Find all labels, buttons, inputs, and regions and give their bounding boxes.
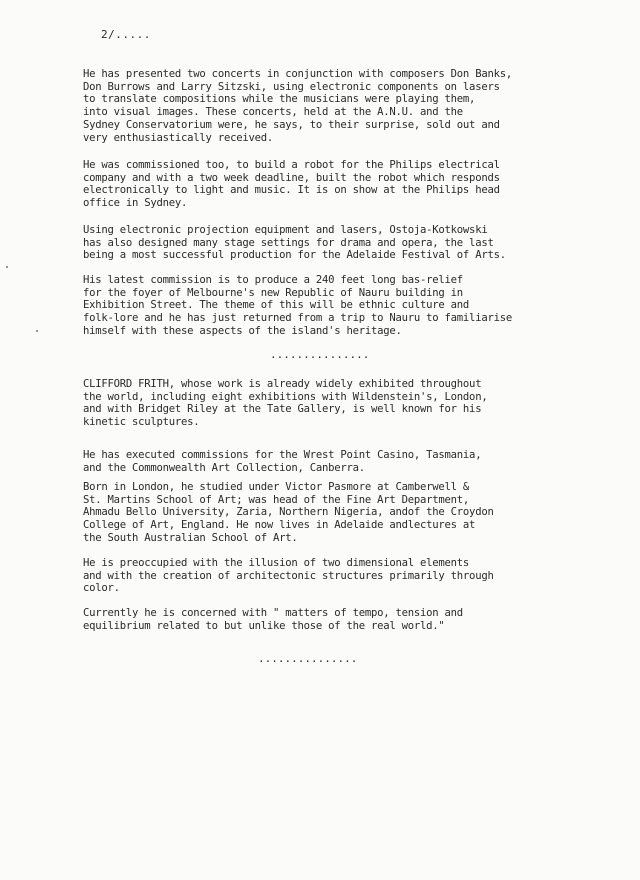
paragraph-biography: Born in London, he studied under Victor Pasmore at Camberwell & St. Martins School of Art; was head of the Fine Art Department, Ahmadu Bello University, Zaria, Northern Nigeria, andof the Croydon College of Art, England. He now lives in Adelaide andlectures at the South Australian School of Art.	[83, 481, 494, 544]
paragraph-preoccupation: He is preoccupied with the illusion of two dimensional elements and with the creation of architectonic structures primarily through color.	[83, 557, 494, 595]
section-separator: ...............	[270, 348, 370, 361]
closing-separator: ...............	[258, 652, 358, 665]
page-number: 2/.....	[101, 28, 151, 41]
paragraph-stage-settings: Using electronic projection equipment and lasers, Ostoja-Kotkowski has also designed many stage settings for drama and opera, the last being a most successful production for the Adelaide Festival of Arts.	[83, 224, 506, 262]
paragraph-current-concerns: Currently he is concerned with " matters of tempo, tension and equilibrium related to but unlike those of the real world."	[83, 607, 463, 632]
paragraph-clifford-frith: CLIFFORD FRITH, whose work is already widely exhibited throughout the world, including eight exhibitions with Wildenstein's, London, and with Bridget Riley at the Tate Gallery, is well known for his kinetic sculptures.	[83, 378, 488, 429]
paragraph-commissions: He has executed commissions for the Wrest Point Casino, Tasmania, and the Commonwealth Art Collection, Canberra.	[83, 449, 482, 474]
paragraph-bas-relief: His latest commission is to produce a 240 feet long bas-relief for the foyer of Melbourne's new Republic of Nauru building in Exhibition Street. The theme of this will be ethnic culture and folk-lore and he has just returned from a trip to Nauru to familiarise himself with these aspects of the island's heritage.	[83, 274, 512, 337]
paper-speck	[36, 330, 38, 332]
paragraph-robot: He was commissioned too, to build a robot for the Philips electrical company and with a two week deadline, built the robot which responds electronically to light and music. It is on show at the Philips head office in Sydney.	[83, 159, 500, 210]
paragraph-concerts: He has presented two concerts in conjunction with composers Don Banks, Don Burrows and Larry Sitzski, using electronic components on lasers to translate compositions while the musicians were playing them, into visual images. These concerts, held at the A.N.U. and the Sydney Conservatorium were, he says, to their surprise, sold out and very enthusiastically received.	[83, 68, 512, 144]
paper-speck	[6, 266, 8, 268]
